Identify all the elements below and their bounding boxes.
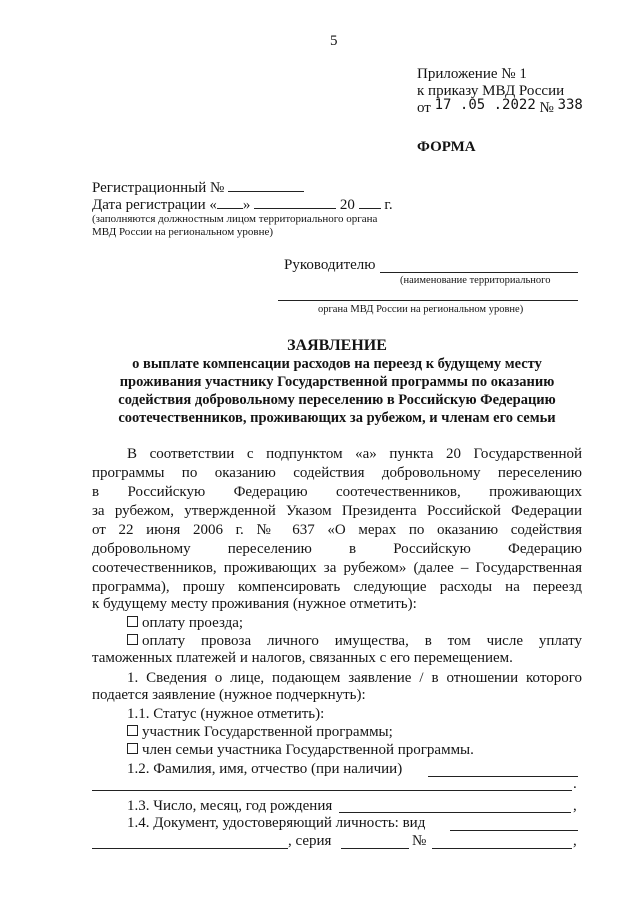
addressee-caption-1: (наименование территориального [400, 275, 551, 286]
registration-date-label: Дата регистрации « [92, 197, 217, 213]
document-type-field[interactable] [450, 830, 578, 831]
appendix-line-3 [417, 97, 583, 117]
page-number: 5 [330, 33, 338, 49]
appendix-line-2: к приказу МВД России [417, 83, 565, 99]
form-label: ФОРМА [417, 139, 476, 155]
document-number-label: № [412, 833, 427, 849]
registration-year-prefix: 20 [339, 197, 355, 213]
order-date: 17 .05 .2022 [434, 97, 536, 113]
body-line-9: к будущему месту проживания (нужное отметить): [92, 596, 417, 612]
order-number-label: № [539, 100, 554, 116]
body-line-6: добровольному переселению в Российскую Федерацию [92, 541, 582, 557]
appendix-from-label: от [417, 100, 431, 116]
document-subtitle-1: о выплате компенсации расходов на переезд к будущему месту [132, 356, 542, 372]
document-type-field-2[interactable] [92, 848, 288, 849]
body-line-3: в Российскую Федерацию соотечественников, проживающих [92, 484, 582, 500]
document-series-field[interactable] [341, 848, 409, 849]
document-subtitle-4: соотечественников, проживающих за рубежом, и членам его семьи [118, 410, 556, 426]
registration-year-suffix: г. [384, 197, 393, 213]
document-subtitle-3: содействия добровольному переселению в Российскую Федерацию [118, 392, 556, 408]
travel-checkbox[interactable] [127, 616, 138, 627]
option-travel-label: оплату проезда; [142, 615, 244, 631]
registration-day-field[interactable] [217, 195, 243, 209]
body-line-1: В соответствии с подпунктом «а» пункта 20 Государственной [127, 446, 582, 462]
registration-date-quote: » [242, 197, 251, 213]
section1-line-2: подается заявление (нужное подчеркнуть): [92, 687, 366, 703]
appendix-line-1: Приложение № 1 [417, 66, 527, 82]
section1-status: 1.1. Статус (нужное отметить): [127, 706, 325, 722]
section1-line-1: 1. Сведения о лице, подающем заявление / в отношении которого [127, 670, 582, 686]
addressee-line-2[interactable] [278, 300, 578, 301]
body-line-8: программа), прошу компенсировать следующие расходы на переезд [92, 579, 582, 595]
property-checkbox[interactable] [127, 634, 138, 645]
option-property [127, 632, 582, 650]
status-participant-label: участник Государственной программы; [142, 724, 393, 740]
body-line-5: от 22 июня 2006 г. № 637 «О мерах по оказанию содействия [92, 522, 582, 538]
fio-field-2[interactable] [92, 790, 572, 791]
addressee-label: Руководителю [284, 257, 376, 273]
document-title: ЗАЯВЛЕНИЕ [287, 337, 387, 354]
order-number: 338 [557, 97, 583, 113]
fio-field-1[interactable] [428, 776, 578, 777]
registration-date [92, 195, 393, 214]
birth-comma: , [573, 798, 577, 814]
fio-label: 1.2. Фамилия, имя, отчество (при наличии) [127, 761, 403, 777]
registration-note-2: МВД России на региональном уровне) [92, 226, 274, 238]
document-comma: , [573, 833, 577, 849]
status-family-member [127, 742, 474, 759]
status-family-member-label: член семьи участника Государственной программы. [142, 742, 474, 758]
birth-label: 1.3. Число, месяц, год рождения [127, 798, 333, 814]
registration-note-1: (заполняются должностным лицом территориального органа [92, 213, 378, 225]
body-line-4: за рубежом, утвержденной Указом Президента Российской Федерации [92, 503, 582, 519]
document-number-field[interactable] [432, 848, 572, 849]
participant-checkbox[interactable] [127, 725, 138, 736]
registration-number-field[interactable] [228, 178, 304, 192]
document-subtitle-2: проживания участнику Государственной программы по оказанию [119, 374, 555, 390]
option-travel [127, 615, 243, 632]
document-label: 1.4. Документ, удостоверяющий личность: вид [127, 815, 426, 831]
body-line-2: программы по оказанию содействия добровольному переселению [92, 465, 582, 481]
registration-number-label: Регистрационный № [92, 180, 225, 196]
addressee-caption-2: органа МВД России на региональном уровне) [318, 304, 524, 315]
registration-year-field[interactable] [359, 195, 381, 209]
registration-month-field[interactable] [254, 195, 336, 209]
addressee-line-1[interactable] [380, 272, 578, 273]
body-line-7: соотечественников, проживающих за рубежом» (далее – Государственная [92, 560, 582, 576]
family-member-checkbox[interactable] [127, 743, 138, 754]
document-series-label: , серия [288, 833, 332, 849]
option-property-line-2: таможенных платежей и налогов, связанных с его перемещением. [92, 650, 513, 666]
birth-field[interactable] [339, 812, 571, 813]
option-property-label: оплату провоза личного имущества, в том числе уплату [142, 633, 582, 649]
fio-period: . [573, 776, 577, 792]
status-participant [127, 724, 393, 741]
